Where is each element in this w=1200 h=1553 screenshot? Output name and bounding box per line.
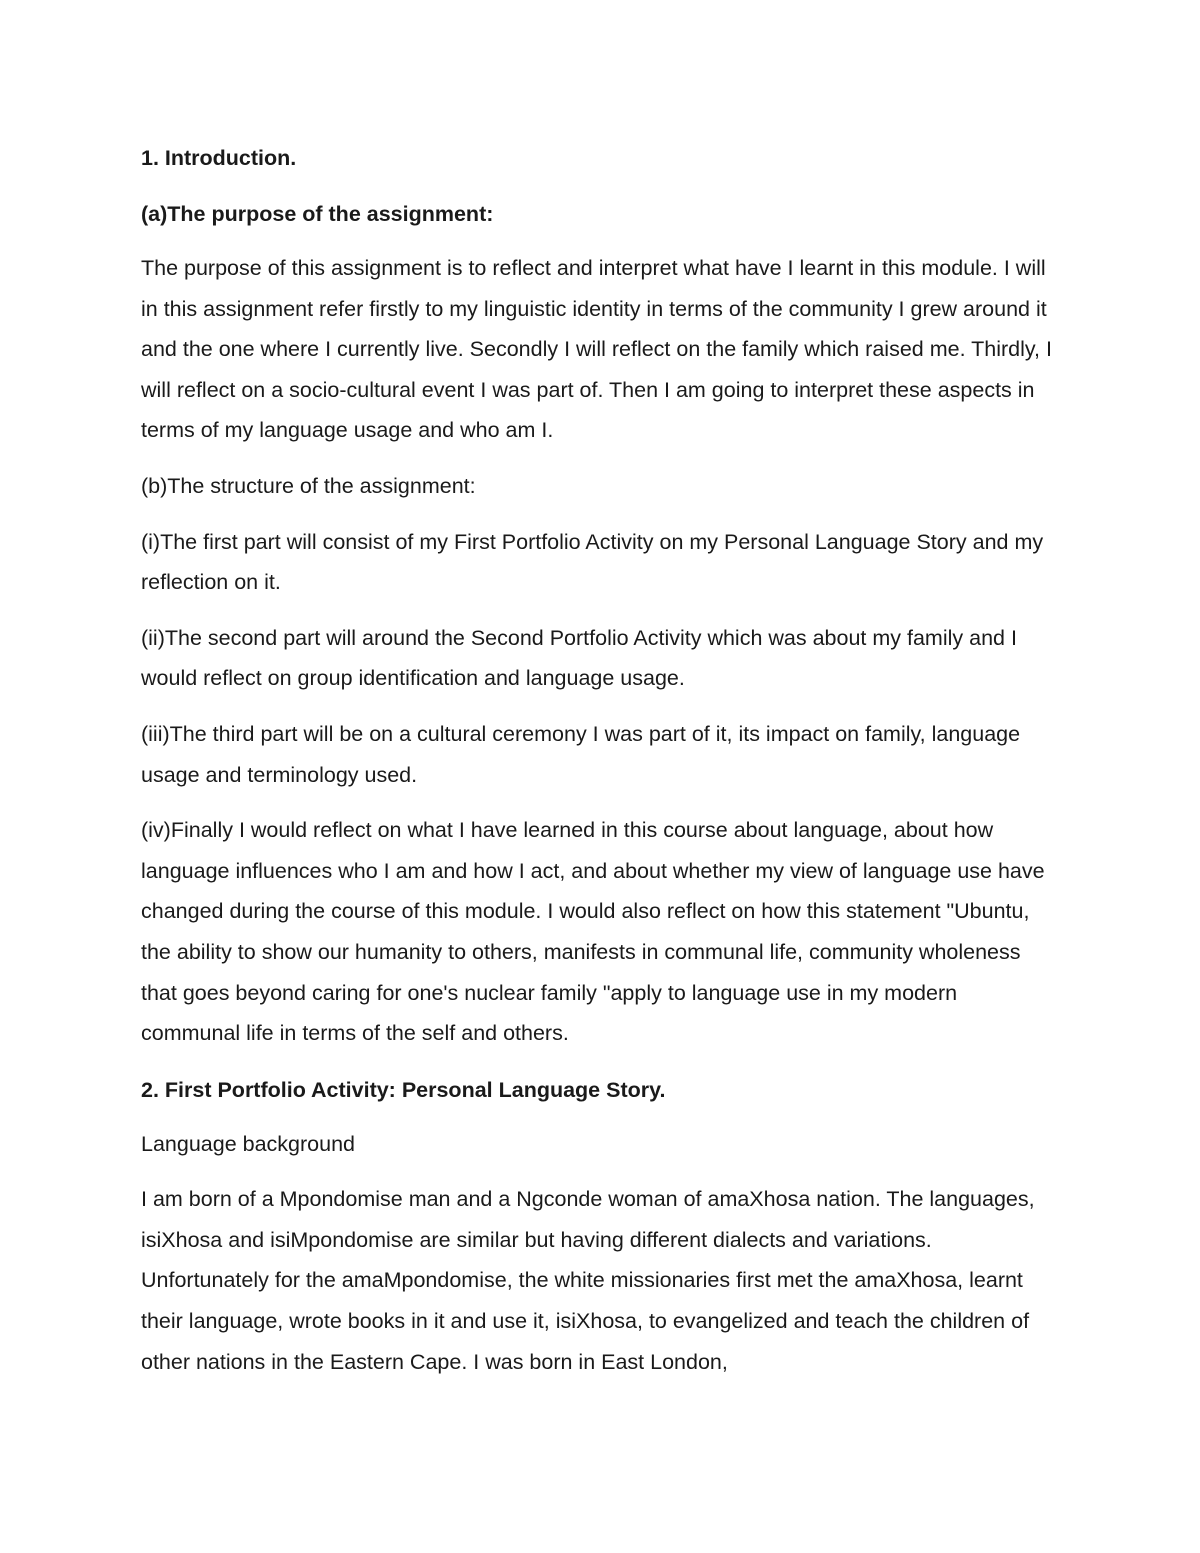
- language-background-paragraph: I am born of a Mpondomise man and a Ngconde woman of amaXhosa nation. The languages, isiXhosa and isiMpondomise are similar but having different dialects and variations. Unfortunately for the amaMpondomise, the white missionaries first met the amaXhosa, learnt their language, wrote books in it and use it, isiXhosa, to evangelized and teach the children of other nations in the Eastern Cape. I was born in East London,: [141, 1187, 1035, 1374]
- structure-item-i: (i)The first part will consist of my First Portfolio Activity on my Personal Language Story and my reflection on it.: [141, 529, 1044, 595]
- structure-item-iv: (iv)Finally I would reflect on what I have learned in this course about language, about how language influences who I am and how I act, and about whether my view of language use have changed during the course of this module. I would also reflect on how this statement "Ubuntu, the ability to show our humanity to others, manifests in communal life, community wholeness that goes beyond caring for one's nuclear family "apply to language use in my modern communal life in terms of the self and others.: [141, 818, 1045, 1046]
- structure-item-iii: (iii)The third part will be on a cultural ceremony I was part of it, its impact on family, language usage and terminology used.: [141, 721, 1021, 787]
- purpose-heading: (a)The purpose of the assignment:: [141, 202, 494, 226]
- structure-item-ii: (ii)The second part will around the Second Portfolio Activity which was about my family and I would reflect on group identification and language usage.: [141, 625, 1017, 691]
- document-page: [141, 138, 1061, 1382]
- language-background-label: Language background: [141, 1131, 355, 1156]
- purpose-paragraph: The purpose of this assignment is to reflect and interpret what have I learnt in this module. I will in this assignment refer firstly to my linguistic identity in terms of the community I grew around it and the one where I currently live. Secondly I will reflect on the family which raised me. Thirdly, I will reflect on a socio-cultural event I was part of. Then I am going to interpret these aspects in terms of my language usage and who am I.: [141, 256, 1052, 443]
- section-1-heading: 1. Introduction.: [141, 146, 297, 170]
- section-2-heading: 2. First Portfolio Activity: Personal Language Story.: [141, 1077, 666, 1102]
- structure-heading: (b)The structure of the assignment:: [141, 473, 476, 498]
